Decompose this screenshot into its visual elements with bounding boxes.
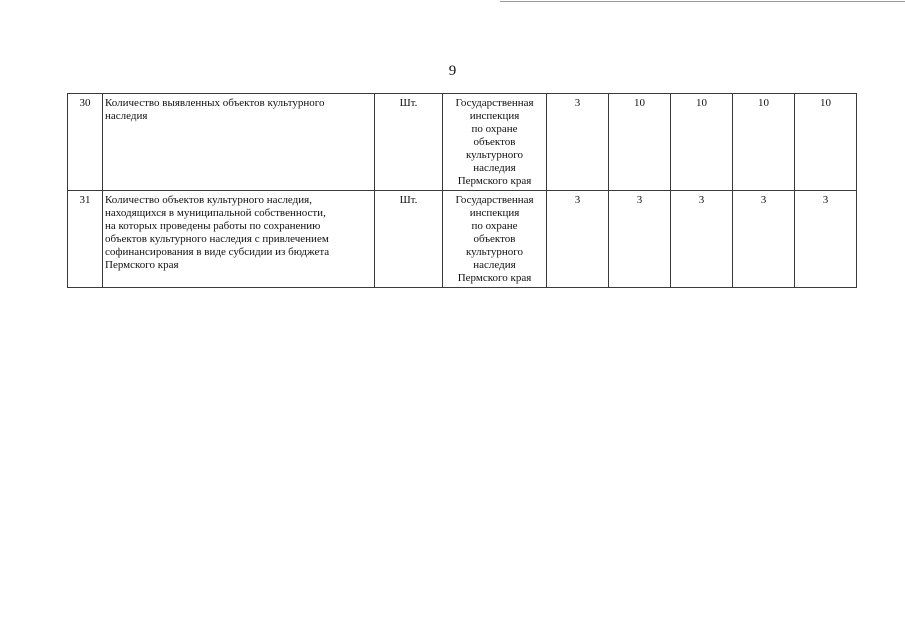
- org-line: Пермского края: [457, 272, 532, 284]
- top-edge-rule: [500, 1, 905, 2]
- value-cell: 10: [733, 94, 795, 191]
- unit-cell: Шт.: [375, 94, 443, 191]
- org-line: Пермского края: [457, 175, 532, 187]
- row-number: 30: [68, 94, 103, 191]
- org-line: объектов: [473, 136, 516, 148]
- org-line: инспекция: [469, 110, 520, 122]
- indicator-name-line: софинансирования в виде субсидии из бюджета: [105, 246, 330, 258]
- indicator-name-line: объектов культурного наследия с привлечением: [105, 233, 329, 245]
- indicators-table: [67, 93, 857, 288]
- indicator-name-line: Количество выявленных объектов культурного: [105, 97, 325, 109]
- indicator-name-line: Пермского края: [105, 259, 179, 271]
- value-cell: 3: [609, 191, 671, 288]
- org-line: по охране: [471, 220, 518, 232]
- table-row: [68, 94, 857, 191]
- indicator-name-line: на которых проведены работы по сохранению: [105, 220, 321, 232]
- table-row: [68, 191, 857, 288]
- indicator-name-line: находящихся в муниципальной собственности,: [105, 207, 326, 219]
- responsible-org: [443, 94, 547, 191]
- org-line: инспекция: [469, 207, 520, 219]
- org-line: наследия: [473, 162, 516, 174]
- indicator-name: [103, 94, 375, 191]
- indicator-name-line: наследия: [105, 110, 148, 122]
- org-line: по охране: [471, 123, 518, 135]
- org-line: наследия: [473, 259, 516, 271]
- value-cell: 10: [671, 94, 733, 191]
- org-line: культурного: [465, 246, 524, 258]
- row-number: 31: [68, 191, 103, 288]
- value-cell: 3: [547, 191, 609, 288]
- value-cell: 3: [733, 191, 795, 288]
- indicator-name: [103, 191, 375, 288]
- value-cell: 10: [609, 94, 671, 191]
- org-line: культурного: [465, 149, 524, 161]
- org-line: объектов: [473, 233, 516, 245]
- value-cell: 3: [671, 191, 733, 288]
- value-cell: 10: [795, 94, 857, 191]
- unit-cell: Шт.: [375, 191, 443, 288]
- org-line: Государственная: [455, 194, 534, 206]
- responsible-org: [443, 191, 547, 288]
- page-number: 9: [448, 63, 457, 79]
- org-line: Государственная: [455, 97, 534, 109]
- value-cell: 3: [547, 94, 609, 191]
- indicator-name-line: Количество объектов культурного наследия,: [105, 194, 312, 206]
- value-cell: 3: [795, 191, 857, 288]
